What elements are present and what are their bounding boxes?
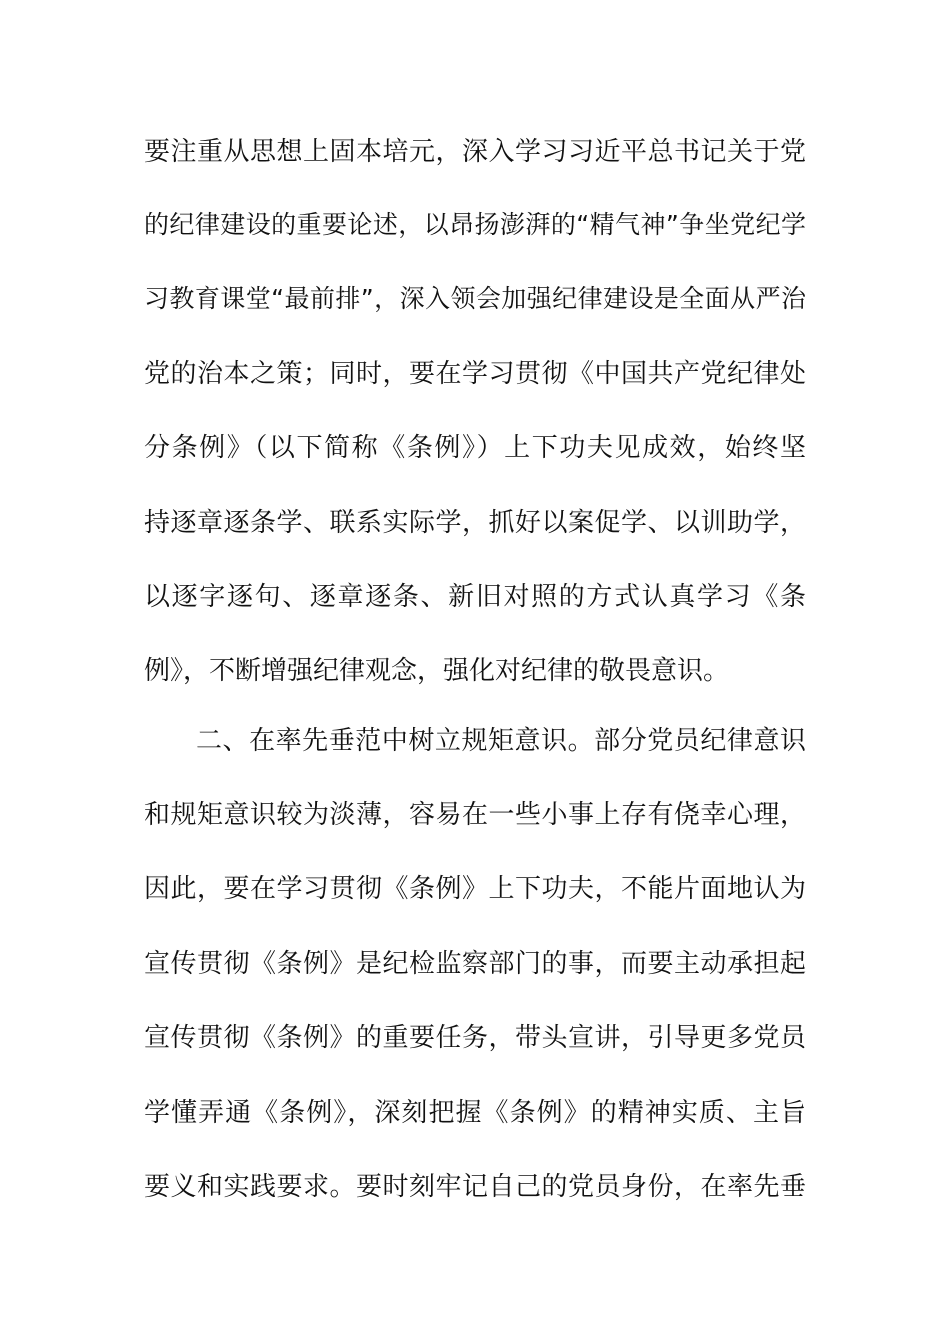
paragraph-line: 分条例》（以下简称《条例》）上下功夫见成效，始终坚 xyxy=(144,433,806,463)
paragraph-line: 的纪律建设的重要论述，以昂扬澎湃的“精气神”争坐党纪学 xyxy=(144,210,806,239)
paragraph-line: 要注重从思想上固本培元，深入学习习近平总书记关于党 xyxy=(144,137,806,167)
paragraph-line: 党的治本之策；同时，要在学习贯彻《中国共产党纪律处 xyxy=(144,359,806,389)
paragraph-line: 因此，要在学习贯彻《条例》上下功夫，不能片面地认为 xyxy=(144,874,806,904)
paragraph-line: 习教育课堂“最前排”，深入领会加强纪律建设是全面从严治 xyxy=(144,284,806,313)
paragraph-line: 和规矩意识较为淡薄，容易在一些小事上存有侥幸心理， xyxy=(144,800,806,830)
paragraph-line: 持逐章逐条学、联系实际学，抓好以案促学、以训助学， xyxy=(144,508,806,538)
paragraph-line: 二、在率先垂范中树立规矩意识。部分党员纪律意识 xyxy=(196,726,806,756)
paragraph-line: 宣传贯彻《条例》是纪检监察部门的事，而要主动承担起 xyxy=(144,949,806,979)
paragraph-line: 以逐字逐句、逐章逐条、新旧对照的方式认真学习《条 xyxy=(144,582,806,612)
paragraph-line: 学懂弄通《条例》，深刻把握《条例》的精神实质、主旨 xyxy=(144,1098,806,1128)
paragraph-line: 例》，不断增强纪律观念，强化对纪律的敬畏意识。 xyxy=(144,656,730,686)
paragraph-line: 宣传贯彻《条例》的重要任务，带头宣讲，引导更多党员 xyxy=(144,1023,806,1053)
paragraph-line: 要义和实践要求。要时刻牢记自己的党员身份，在率先垂 xyxy=(144,1172,806,1202)
